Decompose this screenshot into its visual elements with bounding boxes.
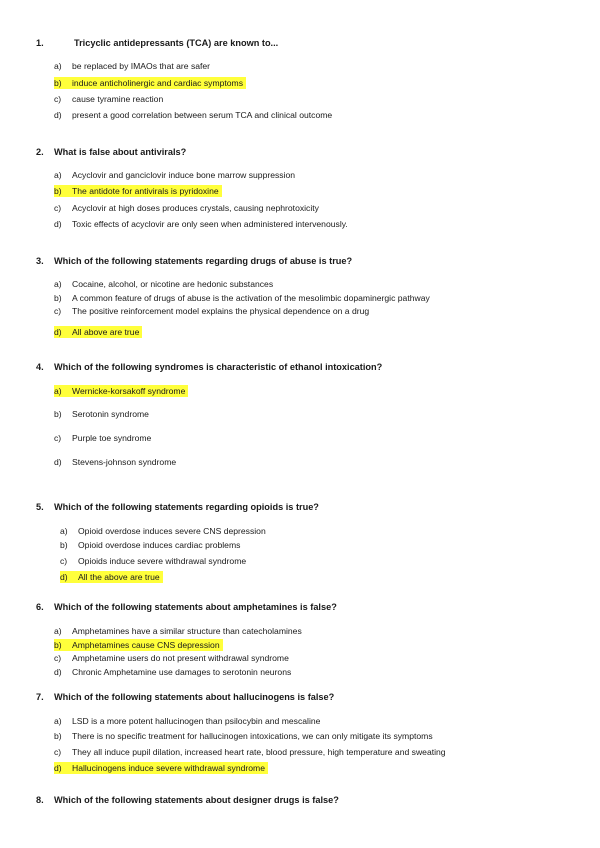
question-1: [36, 38, 278, 48]
option-4b: b) Serotonin syndrome: [54, 409, 149, 419]
question-number: 1.: [36, 38, 44, 48]
option-3a: a) Cocaine, alcohol, or nicotine are hedonic substances: [54, 279, 274, 289]
option-4c: c) Purple toe syndrome: [54, 433, 152, 443]
option-4d: d) Stevens-johnson syndrome: [54, 457, 177, 467]
question-text: Which of the following syndromes is characteristic of ethanol intoxication?: [54, 362, 383, 372]
question-text: Which of the following statements about hallucinogens is false?: [54, 692, 335, 702]
question-2: [36, 147, 186, 157]
option-1a: a) be replaced by IMAOs that are safer: [54, 61, 211, 71]
question-number: 7.: [36, 692, 44, 702]
question-text: Which of the following statements regarding drugs of abuse is true?: [54, 256, 353, 266]
question-number: 3.: [36, 256, 44, 266]
option-1d: d) present a good correlation between serum TCA and clinical outcome: [54, 110, 333, 120]
question-text: Which of the following statements about designer drugs is false?: [54, 795, 339, 805]
question-7: [36, 692, 334, 702]
option-3d-highlighted: d) All above are true: [54, 326, 142, 338]
option-3b: b) A common feature of drugs of abuse is the activation of the mesolimbic dopaminergic pathway: [54, 293, 430, 303]
option-7a: a) LSD is a more potent hallucinogen than psilocybin and mescaline: [54, 716, 321, 726]
option-3c: c) The positive reinforcement model explains the physical dependence on a drug: [54, 306, 370, 316]
option-6b-highlighted: b) Amphetamines cause CNS depression: [54, 639, 223, 651]
option-6a: a) Amphetamines have a similar structure than catecholamines: [54, 626, 302, 636]
question-4: [36, 362, 382, 372]
option-4a-highlighted: a) Wernicke-korsakoff syndrome: [54, 385, 188, 397]
option-5b: b) Opioid overdose induces cardiac problems: [60, 540, 241, 550]
option-5a: a) Opioid overdose induces severe CNS depression: [60, 526, 266, 536]
question-8: [36, 795, 339, 805]
option-7c: c) They all induce pupil dilation, increased heart rate, blood pressure, high temperature and sweating: [54, 747, 446, 757]
question-6: [36, 602, 337, 612]
option-1b-highlighted: b) induce anticholinergic and cardiac symptoms: [54, 77, 246, 89]
question-text: What is false about antivirals?: [54, 147, 187, 157]
option-2b-highlighted: b) The antidote for antivirals is pyridoxine: [54, 185, 222, 197]
option-7d-highlighted: d) Hallucinogens induce severe withdrawal syndrome: [54, 762, 268, 774]
option-7b: b) There is no specific treatment for hallucinogen intoxications, we can only mitigate its symptoms: [54, 731, 433, 741]
question-text: Which of the following statements regarding opioids is true?: [54, 502, 319, 512]
option-5d-highlighted: d) All the above are true: [60, 571, 163, 583]
question-3: [36, 256, 352, 266]
option-6d: d) Chronic Amphetamine use damages to serotonin neurons: [54, 667, 292, 677]
question-number: 2.: [36, 147, 44, 157]
question-number: 8.: [36, 795, 44, 805]
option-5c: c) Opioids induce severe withdrawal syndrome: [60, 556, 247, 566]
question-5: [36, 502, 319, 512]
question-number: 4.: [36, 362, 44, 372]
option-2d: d) Toxic effects of acyclovir are only seen when administered intervenously.: [54, 219, 348, 229]
option-1c: c) cause tyramine reaction: [54, 94, 164, 104]
question-number: 5.: [36, 502, 44, 512]
option-6c: c) Amphetamine users do not present withdrawal syndrome: [54, 653, 289, 663]
question-text: Tricyclic antidepressants (TCA) are known to...: [74, 38, 279, 48]
question-text: Which of the following statements about amphetamines is false?: [54, 602, 337, 612]
option-2a: a) Acyclovir and ganciclovir induce bone marrow suppression: [54, 170, 296, 180]
option-2c: c) Acyclovir at high doses produces crystals, causing nephrotoxicity: [54, 203, 319, 213]
question-number: 6.: [36, 602, 44, 612]
